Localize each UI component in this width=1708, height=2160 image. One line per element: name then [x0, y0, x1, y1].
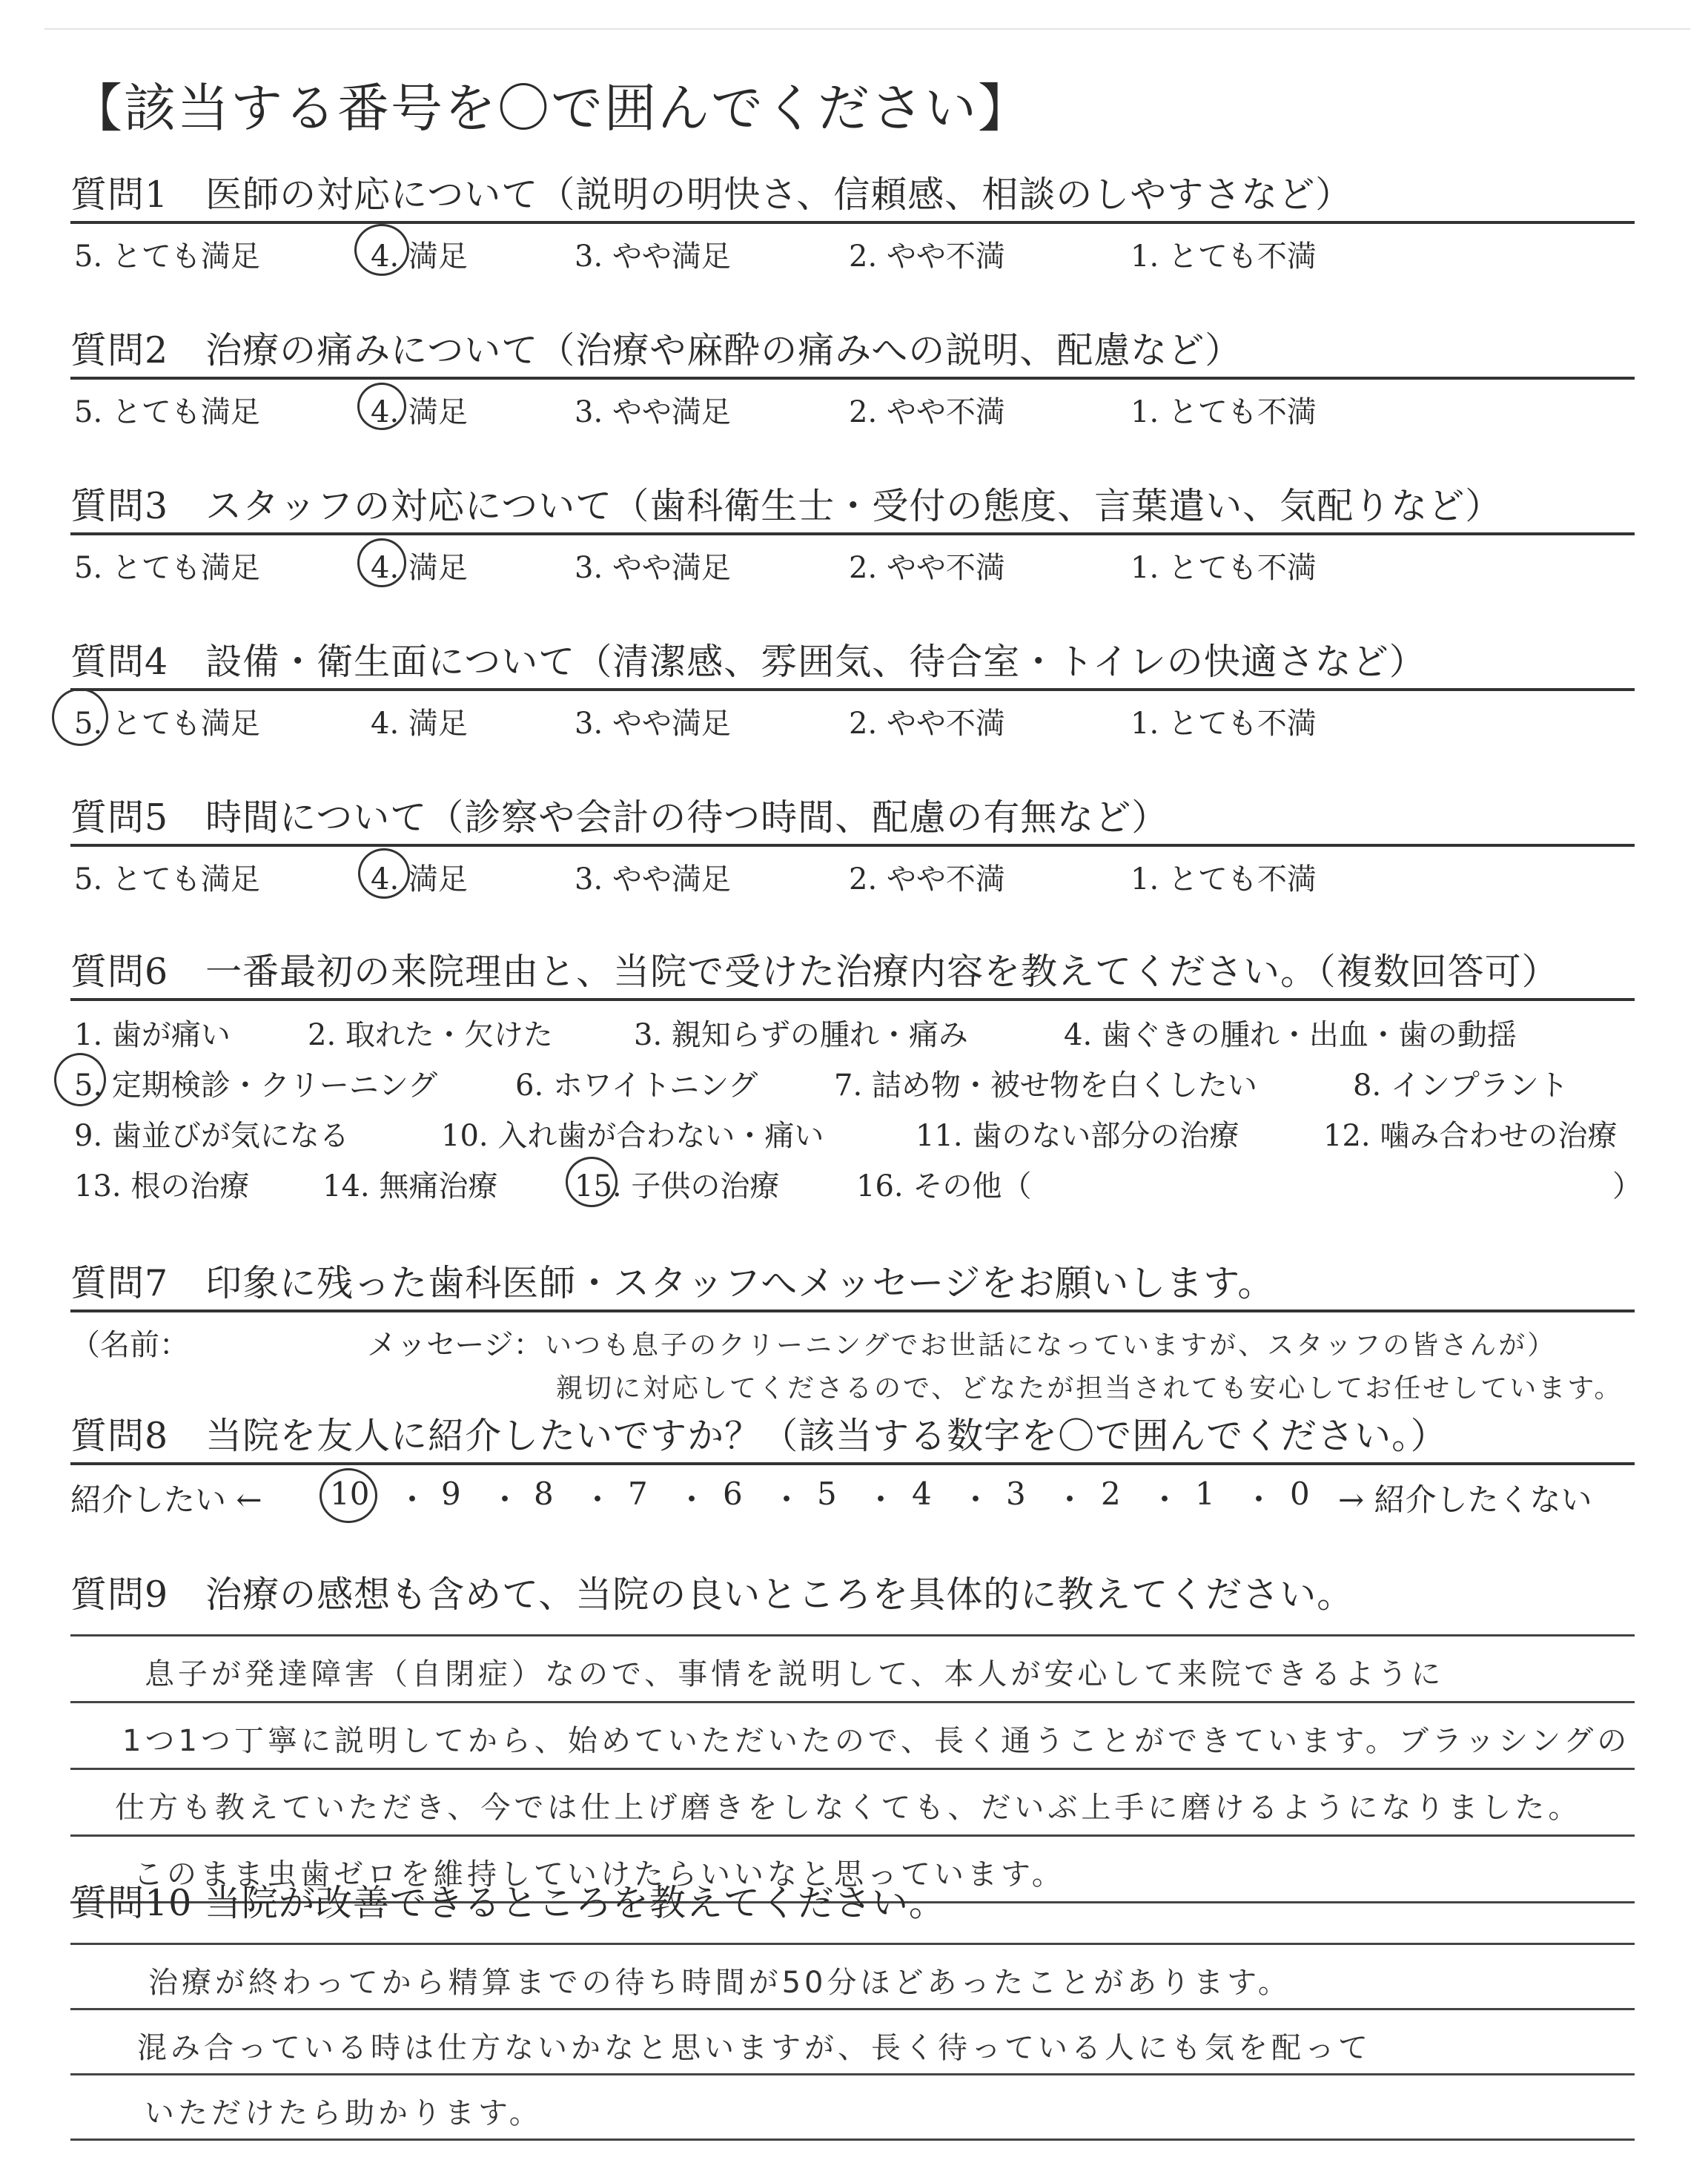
question-2 — [70, 328, 1635, 427]
reason-option-14[interactable]: 14. 無痛治療 — [322, 1169, 498, 1203]
handwritten-answer-line-2: 混み合っている時は仕方ないかなと思いますが、長く待っている人にも気を配って — [137, 2031, 1371, 2065]
question-3 — [70, 483, 1635, 583]
writing-line — [70, 2073, 1635, 2075]
writing-line — [70, 2138, 1635, 2141]
question-1-title: 質問1 医師の対応について（説明の明快さ、信頼感、相談のしやすさなど） — [70, 174, 1353, 216]
answer-circle-mark — [54, 1053, 106, 1106]
scale-value-10[interactable]: 10 — [330, 1476, 370, 1512]
question-1-rule — [70, 221, 1635, 224]
question-2-title: 質問2 治療の痛みについて（治療や麻酔の痛みへの説明、配慮など） — [70, 329, 1242, 371]
scale-separator: ・ — [1149, 1482, 1181, 1518]
rating-option-2[interactable]: 2. やや不満 — [849, 240, 1005, 274]
rating-option-5[interactable]: 5. とても満足 — [74, 862, 260, 896]
rating-option-1[interactable]: 1. とても不満 — [1131, 551, 1317, 585]
reason-option-12[interactable]: 12. 噛み合わせの治療 — [1323, 1119, 1618, 1153]
writing-line — [70, 1943, 1635, 1945]
scale-value-9[interactable]: 9 — [441, 1476, 461, 1512]
reason-option-13[interactable]: 13. 根の治療 — [74, 1169, 250, 1203]
scale-separator: ・ — [489, 1482, 521, 1518]
rating-option-1[interactable]: 1. とても不満 — [1131, 240, 1317, 274]
name-label: （名前： — [70, 1328, 189, 1362]
answer-circle-mark — [357, 383, 406, 430]
scale-value-1[interactable]: 1 — [1195, 1476, 1215, 1512]
handwritten-message-line-1: いつも息子のクリーニングでお世話になっていますが、スタッフの皆さんが） — [545, 1330, 1557, 1361]
top-edge-line — [44, 28, 1690, 30]
rating-option-5[interactable]: 5. とても満足 — [74, 551, 260, 585]
writing-line — [70, 1834, 1635, 1837]
rating-option-1[interactable]: 1. とても不満 — [1131, 707, 1317, 741]
answer-lines — [70, 1943, 1635, 2158]
scale-separator: ・ — [960, 1482, 992, 1518]
question-4-title: 質問4 設備・衛生面について（清潔感、雰囲気、待合室・トイレの快適さなど） — [70, 641, 1426, 683]
rating-option-1[interactable]: 1. とても不満 — [1131, 395, 1317, 429]
rating-option-4[interactable]: 4. 満足 — [371, 551, 468, 585]
question-7-rule — [70, 1309, 1635, 1312]
writing-line — [70, 2008, 1635, 2010]
rating-option-2[interactable]: 2. やや不満 — [849, 862, 1005, 896]
answer-circle-mark — [52, 688, 108, 746]
answer-lines — [70, 1634, 1635, 1916]
reason-option-4[interactable]: 4. 歯ぐきの腫れ・出血・歯の動揺 — [1064, 1018, 1517, 1052]
question-5-title: 質問5 時間について（診察や会計の待つ時間、配慮の有無など） — [70, 796, 1169, 839]
reason-option-5[interactable]: 5. 定期検診・クリーニング — [74, 1069, 438, 1103]
scale-separator: ・ — [771, 1482, 803, 1518]
rating-option-4[interactable]: 4. 満足 — [371, 862, 468, 896]
question-5 — [70, 795, 1635, 894]
reason-option-6[interactable]: 6. ホワイトニング — [515, 1069, 758, 1103]
scale-right-label: → 紹介したくない — [1338, 1482, 1592, 1518]
question-5-options — [70, 850, 1635, 894]
handwritten-message-line-2: 親切に対応してくださるので、どなたが担当されても安心してお任せしています。 — [556, 1373, 1623, 1404]
reason-option-10[interactable]: 10. 入れ歯が合わない・痛い — [441, 1119, 824, 1153]
scale-value-3[interactable]: 3 — [1006, 1476, 1026, 1512]
page-heading: 【該当する番号を〇で囲んでください】 — [70, 78, 1031, 139]
question-5-rule — [70, 844, 1635, 847]
question-3-options — [70, 538, 1635, 583]
reason-option-9[interactable]: 9. 歯並びが気になる — [74, 1119, 349, 1153]
question-9-title: 質問9 治療の感想も含めて、当院の良いところを具体的に教えてください。 — [70, 1573, 1354, 1616]
question-10-title: 質問10 当院が改善できるところを教えてください。 — [70, 1882, 946, 1924]
handwritten-answer-line-3: 仕方も教えていただき、今では仕上げ磨きをしなくても、だいぶ上手に磨けるようになりました。 — [115, 1791, 1582, 1825]
answer-circle-mark — [566, 1157, 618, 1207]
rating-option-5[interactable]: 5. とても満足 — [74, 707, 260, 741]
scale-separator: ・ — [582, 1482, 614, 1518]
rating-option-2[interactable]: 2. やや不満 — [849, 551, 1005, 585]
question-6-options — [70, 1004, 1642, 1212]
scale-value-5[interactable]: 5 — [817, 1476, 837, 1512]
scale-separator: ・ — [865, 1482, 897, 1518]
reason-option-11[interactable]: 11. 歯のない部分の治療 — [916, 1119, 1239, 1153]
rating-option-3[interactable]: 3. やや満足 — [575, 395, 731, 429]
rating-option-2[interactable]: 2. やや不満 — [849, 707, 1005, 741]
question-8-title: 質問8 当院を友人に紹介したいですか？（該当する数字を〇で囲んでください。） — [70, 1415, 1448, 1457]
question-4-options — [70, 694, 1635, 739]
scale-value-4[interactable]: 4 — [912, 1476, 932, 1512]
rating-option-2[interactable]: 2. やや不満 — [849, 395, 1005, 429]
handwritten-answer-line-2: 1つ1つ丁寧に説明してから、始めていただいたので、長く通うことができています。ブラッシングの — [122, 1724, 1631, 1758]
rating-option-5[interactable]: 5. とても満足 — [74, 395, 260, 429]
scale-value-2[interactable]: 2 — [1101, 1476, 1121, 1512]
reason-option-8[interactable]: 8. インプラント — [1353, 1069, 1569, 1103]
scale-separator: ・ — [397, 1482, 428, 1518]
scale-value-8[interactable]: 8 — [534, 1476, 554, 1512]
question-1-options — [70, 227, 1635, 274]
rating-option-5[interactable]: 5. とても満足 — [74, 240, 260, 274]
question-7 — [70, 1261, 1635, 1403]
rating-option-1[interactable]: 1. とても不満 — [1131, 862, 1317, 896]
handwritten-answer-line-4: このまま虫歯ゼロを維持していけたらいいなと思っています。 — [133, 1857, 1065, 1892]
answer-circle-mark — [357, 538, 406, 587]
rating-option-4[interactable]: 4. 満足 — [371, 395, 468, 429]
question-8 — [70, 1413, 1635, 1523]
question-2-rule — [70, 377, 1635, 380]
rating-option-3[interactable]: 3. やや満足 — [575, 240, 731, 274]
rating-option-3[interactable]: 3. やや満足 — [575, 707, 731, 741]
rating-option-4[interactable]: 4. 満足 — [371, 707, 468, 741]
answer-circle-mark — [358, 848, 410, 899]
answer-circle-mark — [320, 1468, 377, 1523]
reason-option-2[interactable]: 2. 取れた・欠けた — [308, 1018, 553, 1052]
reason-other-close-paren: ） — [1612, 1169, 1642, 1203]
rating-option-4[interactable]: 4. 満足 — [371, 240, 468, 274]
writing-line — [70, 1701, 1635, 1703]
question-10 — [70, 1880, 1635, 2158]
message-area — [70, 1314, 1635, 1403]
scale-value-6[interactable]: 6 — [723, 1476, 743, 1512]
question-1 — [70, 172, 1635, 274]
handwritten-answer-line-3: いただけたら助かります。 — [145, 2096, 543, 2130]
scale-separator: ・ — [676, 1482, 708, 1518]
recommend-scale — [70, 1471, 1635, 1523]
scale-value-0[interactable]: 0 — [1290, 1476, 1310, 1512]
question-3-rule — [70, 532, 1635, 535]
rating-option-3[interactable]: 3. やや満足 — [575, 551, 731, 585]
scale-separator: ・ — [1243, 1482, 1275, 1518]
reason-option-1[interactable]: 1. 歯が痛い — [74, 1018, 231, 1052]
question-2-options — [70, 383, 1635, 427]
answer-circle-mark — [354, 224, 409, 276]
writing-line — [70, 1768, 1635, 1770]
reason-option-7[interactable]: 7. 詰め物・被せ物を白くしたい — [834, 1069, 1257, 1103]
question-6 — [70, 949, 1642, 1212]
reason-option-3[interactable]: 3. 親知らずの腫れ・痛み — [634, 1018, 968, 1052]
scale-left-label: 紹介したい ← — [70, 1482, 262, 1518]
question-4 — [70, 639, 1635, 739]
message-label: メッセージ： — [367, 1328, 543, 1362]
writing-line — [70, 1634, 1635, 1636]
question-7-title: 質問7 印象に残った歯科医師・スタッフへメッセージをお願いします。 — [70, 1262, 1275, 1304]
question-4-rule — [70, 688, 1635, 691]
reason-option-16[interactable]: 16. その他（ — [856, 1169, 1032, 1203]
handwritten-answer-line-1: 息子が発達障害（自閉症）なので、事情を説明して、本人が安心して来院できるように — [145, 1657, 1445, 1691]
scale-value-7[interactable]: 7 — [628, 1476, 648, 1512]
question-8-rule — [70, 1462, 1635, 1465]
handwritten-answer-line-1: 治療が終わってから精算までの待ち時間が50分ほどあったことがあります。 — [148, 1966, 1291, 2000]
question-6-rule — [70, 998, 1635, 1001]
question-9 — [70, 1572, 1635, 1916]
scale-separator: ・ — [1054, 1482, 1086, 1518]
question-6-title: 質問6 一番最初の来院理由と、当院で受けた治療内容を教えてください。（複数回答可） — [70, 951, 1559, 993]
rating-option-3[interactable]: 3. やや満足 — [575, 862, 731, 896]
reason-option-15[interactable]: 15. 子供の治療 — [575, 1169, 780, 1203]
question-3-title: 質問3 スタッフの対応について（歯科衛生士・受付の態度、言葉遣い、気配りなど） — [70, 485, 1503, 527]
